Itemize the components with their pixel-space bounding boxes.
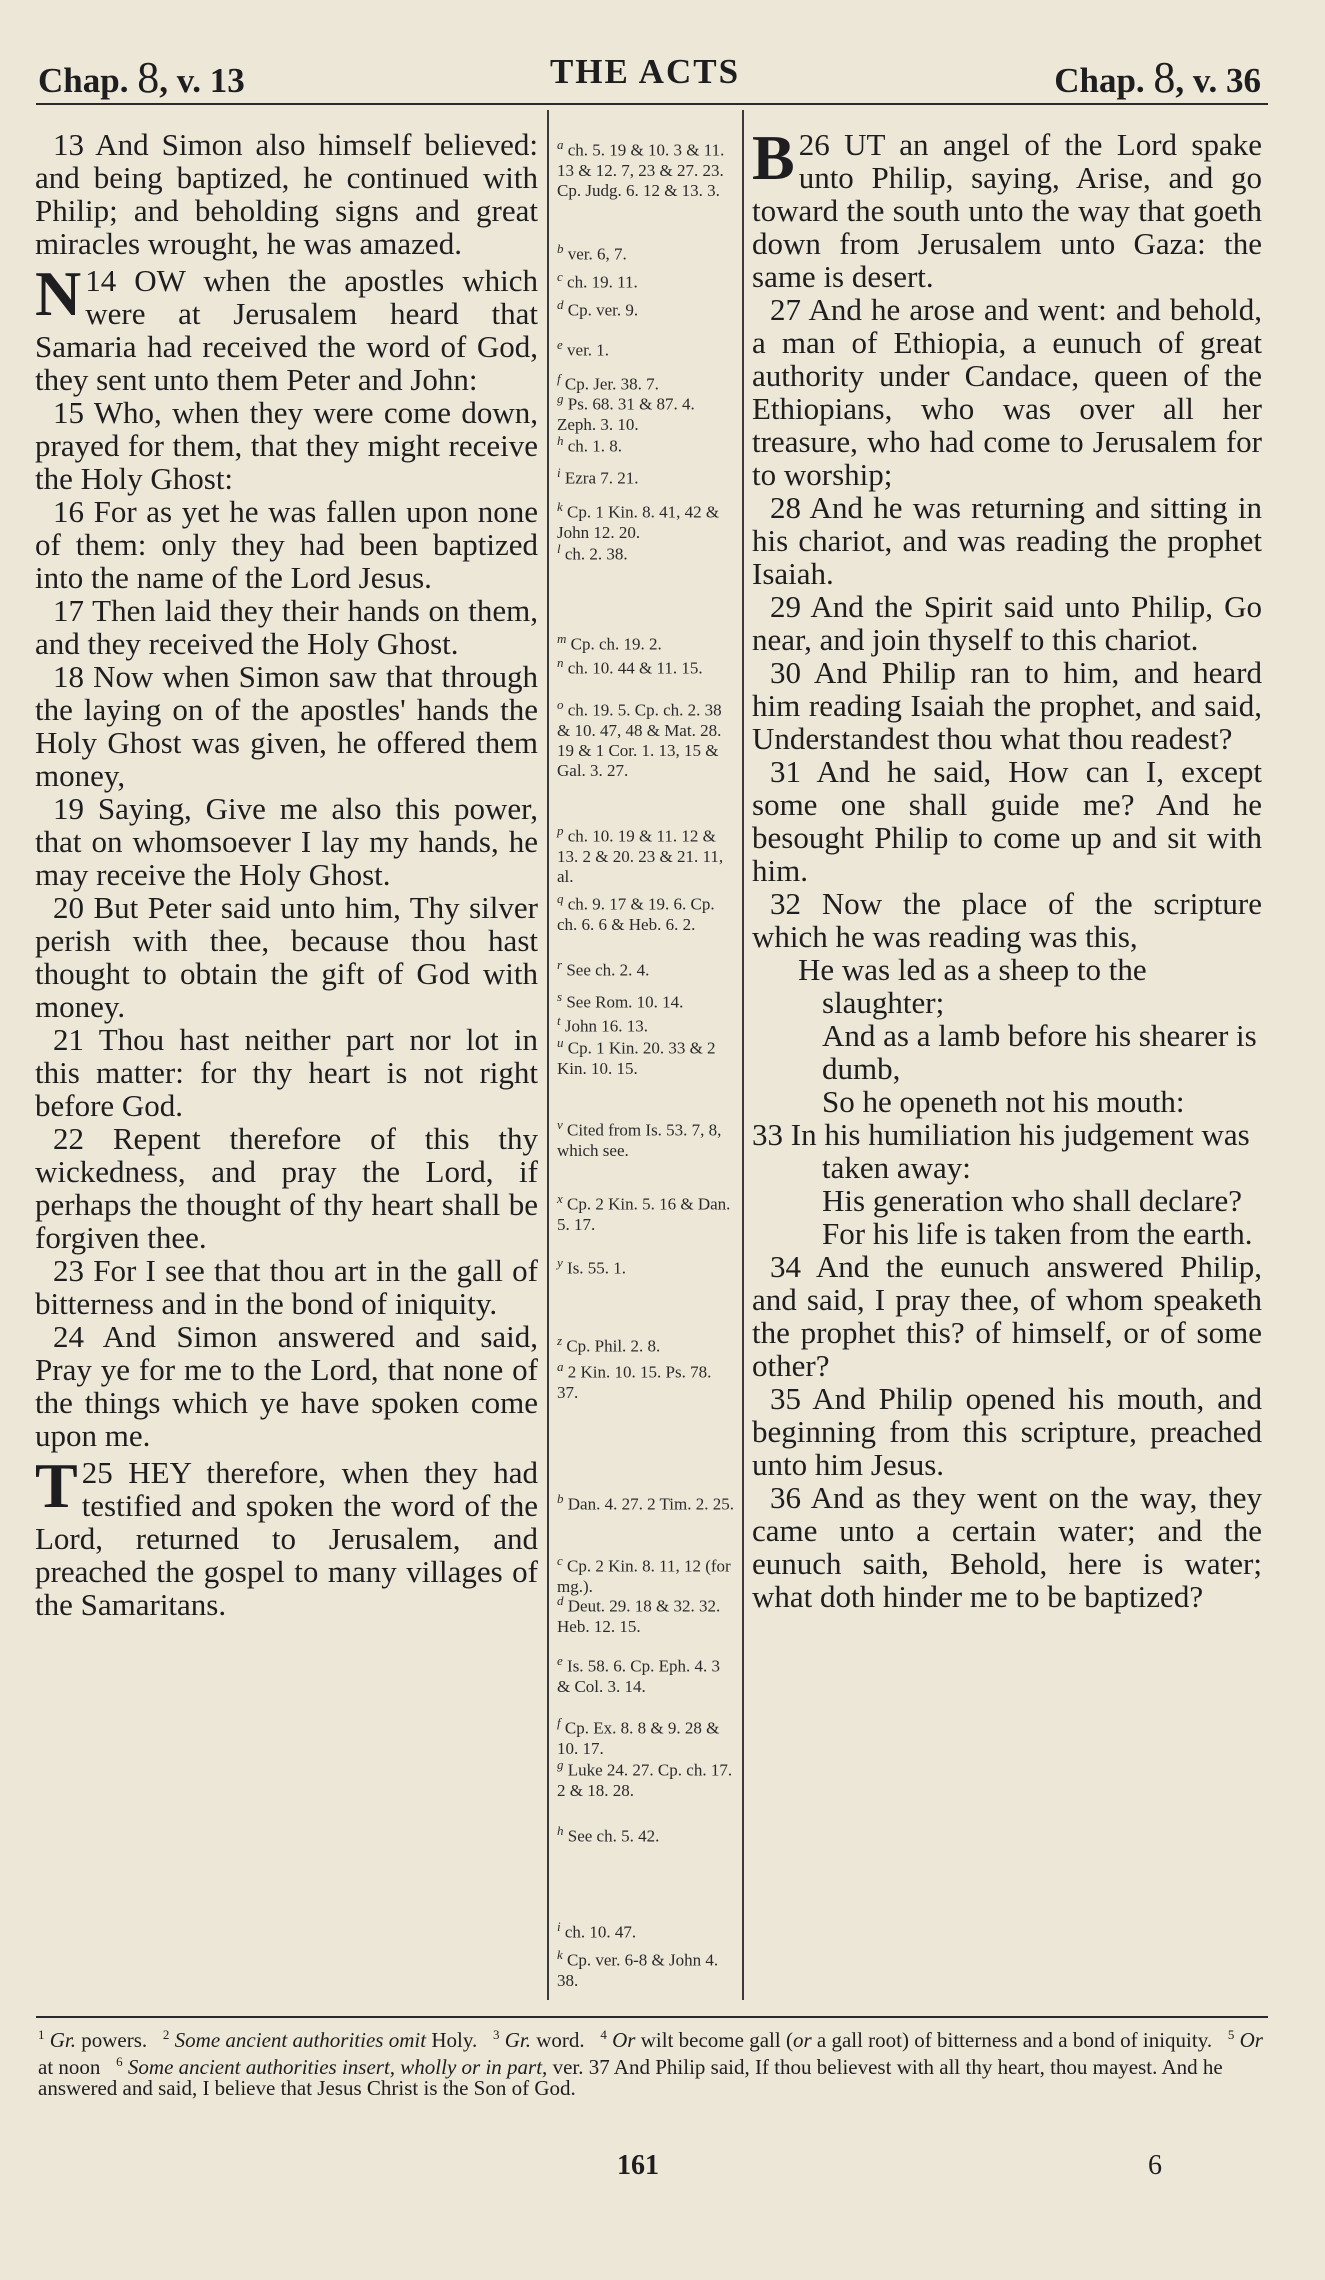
ref-key: i — [557, 1919, 561, 1934]
margin-ref — [557, 389, 735, 435]
ref-key: o — [557, 697, 564, 712]
ref-text: Cp. 2 Kin. 5. 16 & Dan. 5. 17. — [557, 1194, 731, 1234]
ref-text: Deut. 29. 18 & 32. 32. Heb. 12. 15. — [557, 1596, 721, 1636]
ref-key: y — [557, 1255, 563, 1270]
margin-ref — [557, 135, 735, 201]
fn-text: powers. — [81, 2028, 148, 2052]
ref-key: z — [557, 1333, 563, 1348]
fn-text: at noon — [38, 2055, 101, 2079]
ref-text: ch. 1. 8. — [567, 436, 623, 456]
ref-text: Cp. Ex. 8. 8 & 9. 28 & 10. 17. — [557, 1718, 720, 1758]
margin-ref — [557, 497, 735, 543]
verse-16: 16 For as yet he was fallen upon none of them: only they had been baptized into the name of the Lord Jesus. — [35, 494, 538, 595]
ref-text: ch. 19. 11. — [567, 272, 638, 292]
ref-key: s — [557, 989, 563, 1004]
verse-20: 20 But Peter said unto him, Thy silver perish with thee, because thou hast thought to obtain the gift of God with money. — [35, 890, 538, 1024]
margin-ref — [557, 295, 735, 321]
poem-line: He was led as a sheep to the slaughter; — [798, 952, 1147, 1020]
margin-ref — [557, 1551, 735, 1597]
ref-text: Cp. 2 Kin. 8. 11, 12 (for mg.). — [557, 1556, 731, 1596]
ref-key: v — [557, 1117, 563, 1132]
chap-label: Chap. — [38, 61, 129, 100]
fn-text: wilt become gall ( — [640, 2028, 793, 2052]
chap-label: Chap. — [1054, 61, 1145, 100]
fn-text: Some ancient authorities insert, wholly or in part, — [127, 2055, 548, 2079]
ref-key: k — [557, 1947, 563, 1962]
ref-text: ch. 10. 47. — [564, 1922, 637, 1942]
verse-34: 34 And the eunuch answered Philip, and said, I pray thee, of whom speaketh the prophet this? of himself, or of some other? — [752, 1249, 1262, 1383]
ref-key: d — [557, 1593, 564, 1608]
ref-key: t — [557, 1013, 561, 1028]
fn-text: ver. 37 And Philip said, If thou believest with all thy heart, thou mayest. And he answered and said, I believe that Jesus Christ is the Son of God. — [38, 2055, 1223, 2100]
verse-17: 17 Then laid they their hands on them, and they received the Holy Ghost. — [35, 593, 538, 661]
ref-key: d — [557, 297, 564, 312]
ref-text: See ch. 2. 4. — [566, 960, 650, 980]
ref-key: m — [557, 631, 567, 646]
ref-key: g — [557, 1757, 564, 1772]
ref-text: ch. 19. 5. Cp. ch. 2. 38 & 10. 47, 48 & Mat. 28. 19 & 1 Cor. 1. 13, 15 & Gal. 3. 27. — [557, 700, 722, 780]
chapter-number: 8 — [137, 53, 160, 102]
ref-key: h — [557, 433, 564, 448]
margin-ref — [557, 1755, 735, 1801]
ref-text: Luke 24. 27. Cp. ch. 17. 2 & 18. 28. — [557, 1760, 733, 1800]
margin-ref — [557, 1357, 735, 1403]
margin-ref — [557, 1591, 735, 1637]
ref-text: Cp. 1 Kin. 8. 41, 42 & John 12. 20. — [557, 502, 720, 542]
verse-35: 35 And Philip opened his mouth, and beginning from this scripture, preached unto him Jesus. — [752, 1381, 1262, 1482]
margin-ref — [557, 239, 735, 265]
signature-mark: 6 — [1148, 2150, 1162, 2181]
verse-number: 14 — [85, 263, 117, 298]
margin-ref — [557, 629, 735, 655]
ref-key: a — [557, 137, 564, 152]
verse-text: UT an angel of the Lord spake unto Philip, saying, Arise, and go toward the south unto the way that goeth down from Jerusalem unto Gaza: the same is desert. — [752, 127, 1262, 294]
fn-text: word. — [536, 2028, 585, 2052]
column-divider — [742, 110, 744, 2000]
verse-26 — [752, 122, 1262, 294]
ref-text: ver. 1. — [567, 340, 610, 360]
fn-text: Gr. — [49, 2028, 77, 2052]
fn-text: or — [792, 2028, 812, 2052]
book-title: THE ACTS — [549, 52, 741, 91]
ref-text: Is. 58. 6. Cp. Eph. 4. 3 & Col. 3. 14. — [557, 1656, 721, 1696]
margin-ref — [557, 1945, 735, 1991]
fn-text: Holy. — [431, 2028, 478, 2052]
ref-key: p — [557, 823, 564, 838]
left-text-column — [35, 128, 538, 1621]
margin-ref — [557, 431, 735, 457]
ref-text: ch. 9. 17 & 19. 6. Cp. ch. 6. 6 & Heb. 6. 2. — [557, 894, 715, 934]
ref-key: h — [557, 1823, 564, 1838]
ref-key: x — [557, 1191, 563, 1206]
margin-ref — [557, 987, 735, 1013]
ref-text: Cp. Jer. 38. 7. — [564, 374, 659, 394]
ref-text: Cp. 1 Kin. 20. 33 & 2 Kin. 10. 15. — [557, 1038, 716, 1078]
footnote-rule — [36, 2016, 1268, 2018]
margin-ref — [557, 1115, 735, 1161]
verse-15: 15 Who, when they were come down, prayed for them, that they might receive the Holy Ghost: — [35, 395, 538, 496]
verse-31: 31 And he said, How can I, except some one shall guide me? And he besought Philip to come up and sit with him. — [752, 754, 1262, 888]
page-number: 161 — [617, 2150, 659, 2181]
verse-28: 28 And he was returning and sitting in his chariot, and was reading the prophet Isaiah. — [752, 490, 1262, 591]
ref-text: Is. 55. 1. — [567, 1258, 627, 1278]
verse-23: 23 For I see that thou art in the gall of bitterness and in the bond of iniquity. — [35, 1253, 538, 1321]
ref-text: Cp. Phil. 2. 8. — [566, 1336, 661, 1356]
ref-text: See ch. 5. 42. — [567, 1826, 660, 1846]
fn-text: Or — [612, 2028, 636, 2052]
verse-number: 25 — [81, 1455, 113, 1490]
fn-text: a gall root) of bitterness and a bond of iniquity. — [816, 2028, 1213, 2052]
margin-ref — [557, 821, 735, 887]
margin-ref — [557, 889, 735, 935]
verse-29: 29 And the Spirit said unto Philip, Go near, and join thyself to this chariot. — [752, 589, 1262, 657]
verse-number: 26 — [798, 127, 830, 162]
verse-13: 13 And Simon also himself believed: and being baptized, he continued with Philip; and beholding signs and great miracles wrought, he was amazed. — [35, 127, 538, 261]
verse-range-right: , v. 36 — [1175, 61, 1261, 100]
margin-ref — [557, 653, 735, 679]
margin-ref — [557, 1189, 735, 1235]
ref-key: n — [557, 655, 564, 670]
margin-ref — [557, 695, 735, 781]
margin-ref — [557, 335, 735, 361]
margin-ref — [557, 1651, 735, 1697]
ref-key: u — [557, 1035, 564, 1050]
drop-capital: B — [752, 122, 795, 193]
verse-30: 30 And Philip ran to him, and heard him reading Isaiah the prophet, and said, Understandest thou what thou readest? — [752, 655, 1262, 756]
chapter-number: 8 — [1153, 53, 1176, 102]
margin-ref — [557, 463, 735, 489]
margin-ref — [557, 267, 735, 293]
ref-key: f — [557, 1715, 561, 1730]
margin-ref — [557, 539, 735, 565]
column-divider — [547, 110, 549, 2000]
verse-range-left: , v. 13 — [159, 61, 245, 100]
verse-27: 27 And he arose and went: and behold, a man of Ethiopia, a eunuch of great authority under Candace, queen of the Ethiopians, who was over all her treasure, who had come to Jerusalem for to worship; — [752, 292, 1262, 492]
header-rule — [36, 103, 1268, 105]
verse-24: 24 And Simon answered and said, Pray ye for me to the Lord, that none of the things which ye have spoken come upon me. — [35, 1319, 538, 1453]
ref-text: ch. 10. 44 & 11. 15. — [567, 658, 703, 678]
verse-19: 19 Saying, Give me also this power, that on whomsoever I lay my hands, he may receive the Holy Ghost. — [35, 791, 538, 892]
margin-ref — [557, 1713, 735, 1759]
poem-line: For his life is taken from the earth. — [822, 1216, 1253, 1251]
margin-ref — [557, 1331, 735, 1357]
ref-text: John 16. 13. — [564, 1016, 648, 1036]
ref-text: ch. 5. 19 & 10. 3 & 11. 13 & 12. 7, 23 & 27. 23. Cp. Judg. 6. 12 & 13. 3. — [557, 140, 725, 200]
ref-text: Dan. 4. 27. 2 Tim. 2. 25. — [567, 1494, 734, 1514]
ref-text: 2 Kin. 10. 15. Ps. 78. 37. — [557, 1362, 712, 1402]
ref-key: e — [557, 1653, 563, 1668]
ref-key: c — [557, 1553, 563, 1568]
verse-14 — [35, 258, 538, 397]
ref-key: c — [557, 269, 563, 284]
running-head-right — [1054, 52, 1261, 103]
verse-22: 22 Repent therefore of this thy wickedness, and pray the Lord, if perhaps the thought of thy heart shall be forgiven thee. — [35, 1121, 538, 1255]
verse-21: 21 Thou hast neither part nor lot in this matter: for thy heart is not right before God. — [35, 1022, 538, 1123]
margin-ref — [557, 1821, 735, 1847]
ref-key: e — [557, 337, 563, 352]
poem-line: And as a lamb before his shearer is dumb, — [822, 1018, 1257, 1086]
ref-key: b — [557, 1491, 564, 1506]
verse-36: 36 And as they went on the way, they came unto a certain water; and the eunuch saith, Behold, here is water; what doth hinder me to be baptized? — [752, 1480, 1262, 1614]
ref-key: b — [557, 241, 564, 256]
ref-text: See Rom. 10. 14. — [566, 992, 684, 1012]
ref-key: k — [557, 499, 563, 514]
poem-line: His generation who shall declare? — [822, 1183, 1243, 1218]
footnotes: $^1$ Gr. powers. $^2$ Some ancient authorities omit Holy. $^3$ Gr. word. $^4$ Or wilt become gall (or a gall root) of bitterness and a bond of iniquity. $^5$ Or at noon $^6$ Some ancient authorities insert, wholly or in part, ver. 37 And Philip said, If thou believest with all thy heart, thou mayest. And he answered and said, I believe that Jesus Christ is the Son of God. — [38, 2027, 1263, 2100]
ref-text: Cp. ver. 9. — [567, 300, 639, 320]
margin-ref — [557, 1489, 735, 1515]
poem-line: 33 In his humiliation his judgement was taken away: — [752, 1117, 1250, 1185]
fn-text: Gr. — [504, 2028, 531, 2052]
drop-capital: N — [35, 258, 82, 329]
drop-capital: T — [35, 1450, 78, 1521]
ref-key: g — [557, 391, 564, 406]
ref-text: Cp. ch. 19. 2. — [570, 634, 662, 654]
poem-line: So he openeth not his mouth: — [822, 1084, 1185, 1119]
fn-text: Or — [1239, 2028, 1263, 2052]
margin-ref — [557, 1253, 735, 1279]
ref-key: q — [557, 891, 564, 906]
ref-text: Ps. 68. 31 & 87. 4. Zeph. 3. 10. — [557, 394, 695, 434]
right-text-column — [752, 122, 1262, 1614]
verse-text: OW when the apostles which were at Jerusalem heard that Samaria had received the word of God, they sent unto them Peter and John: — [35, 263, 538, 397]
margin-ref — [557, 1033, 735, 1079]
margin-ref — [557, 955, 735, 981]
ref-key: i — [557, 465, 561, 480]
ref-text: Cited from Is. 53. 7, 8, which see. — [557, 1120, 722, 1160]
verse-32: 32 Now the place of the scripture which he was reading was this, — [752, 886, 1262, 954]
isaiah-quotation — [752, 953, 1262, 1250]
verse-18: 18 Now when Simon saw that through the laying on of the apostles' hands the Holy Ghost was given, he offered them money, — [35, 659, 538, 793]
ref-text: ver. 6, 7. — [567, 244, 627, 264]
verse-25 — [35, 1450, 539, 1622]
ref-key: l — [557, 541, 561, 556]
verse-text: HEY therefore, when they had testified and spoken the word of the Lord, returned to Jerusalem, and preached the gospel to many villages of the Samaritans. — [35, 1455, 539, 1622]
ref-text: Cp. ver. 6-8 & John 4. 38. — [557, 1950, 719, 1990]
ref-text: ch. 2. 38. — [564, 544, 628, 564]
ref-text: Ezra 7. 21. — [564, 468, 639, 488]
ref-key: f — [557, 371, 561, 386]
ref-key: r — [557, 957, 563, 972]
fn-text: Some ancient authorities omit — [174, 2028, 427, 2052]
ref-text: ch. 10. 19 & 11. 12 & 13. 2 & 20. 23 & 21. 11, al. — [557, 826, 724, 886]
margin-ref — [557, 1917, 735, 1943]
ref-key: a — [557, 1359, 564, 1374]
